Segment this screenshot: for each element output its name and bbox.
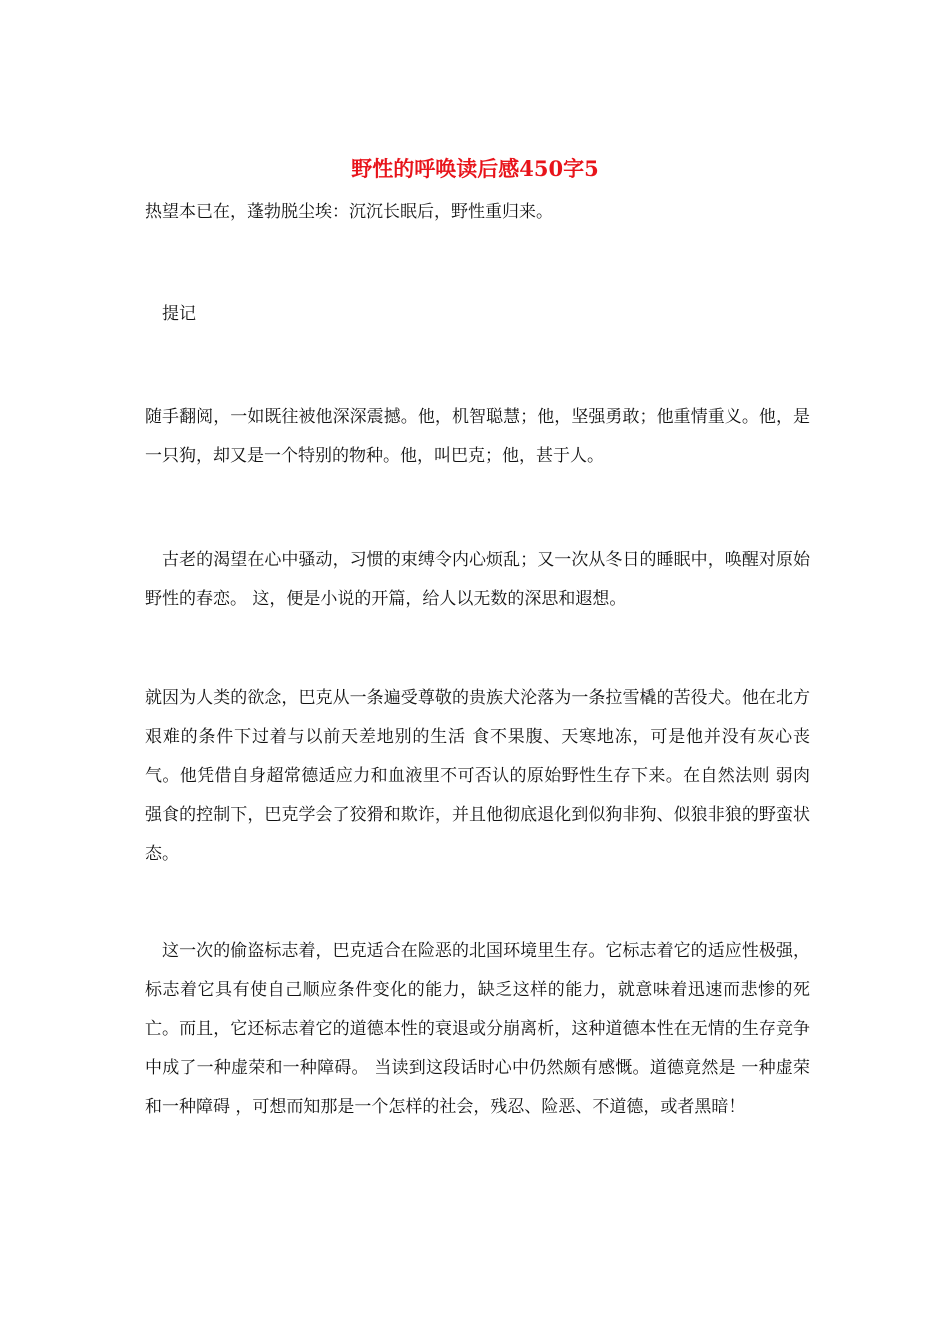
paragraph-3: 就因为人类的欲念，巴克从一条遍受尊敬的贵族犬沦落为一条拉雪橇的苦役犬。他在北方艰难的条件下过着与以前天差地别的生活 食不果腹、天寒地冻，可是他并没有灰心丧气。他凭借自身超常德适应力和血液里不可否认的原始野性生存下来。在自然法则 弱肉强食的控制下，巴克学会了狡猾和欺诈，并且他彻底退化到似狗非狗、似狼非狼的野蛮状态。 [145,688,810,864]
paragraph-4: 这一次的偷盗标志着，巴克适合在险恶的北国环境里生存。它标志着它的适应性极强，标志着它具有使自己顺应条件变化的能力，缺乏这样的能力，就意味着迅速而悲惨的死亡。而且，它还标志着它的道德本性的衰退或分崩离析，这种道德本性在无情的生存竞争中成了一种虚荣和一种障碍。 当读到这段话时心中仍然颇有感慨。道德竟然是 一种虚荣和一种障碍 ，可想而知那是一个怎样的社会，残忍、险恶、不道德，或者黑暗！ [145,941,810,1117]
paragraph-epigraph: 热望本已在，蓬勃脱尘埃：沉沉长眠后，野性重归来。 [145,202,553,222]
document-title: 野性的呼唤读后感450字5 [351,156,599,181]
paragraph-heading-note: 提记 [145,304,196,324]
paragraph-1: 随手翻阅，一如既往被他深深震撼。他，机智聪慧；他，坚强勇敢；他重情重义。他，是一只狗，却又是一个特别的物种。他，叫巴克；他，甚于人。 [145,407,810,466]
paragraph-2: 古老的渴望在心中骚动，习惯的束缚令内心烦乱；又一次从冬日的睡眠中，唤醒对原始野性的春恋。 这，便是小说的开篇，给人以无数的深思和遐想。 [145,550,810,609]
